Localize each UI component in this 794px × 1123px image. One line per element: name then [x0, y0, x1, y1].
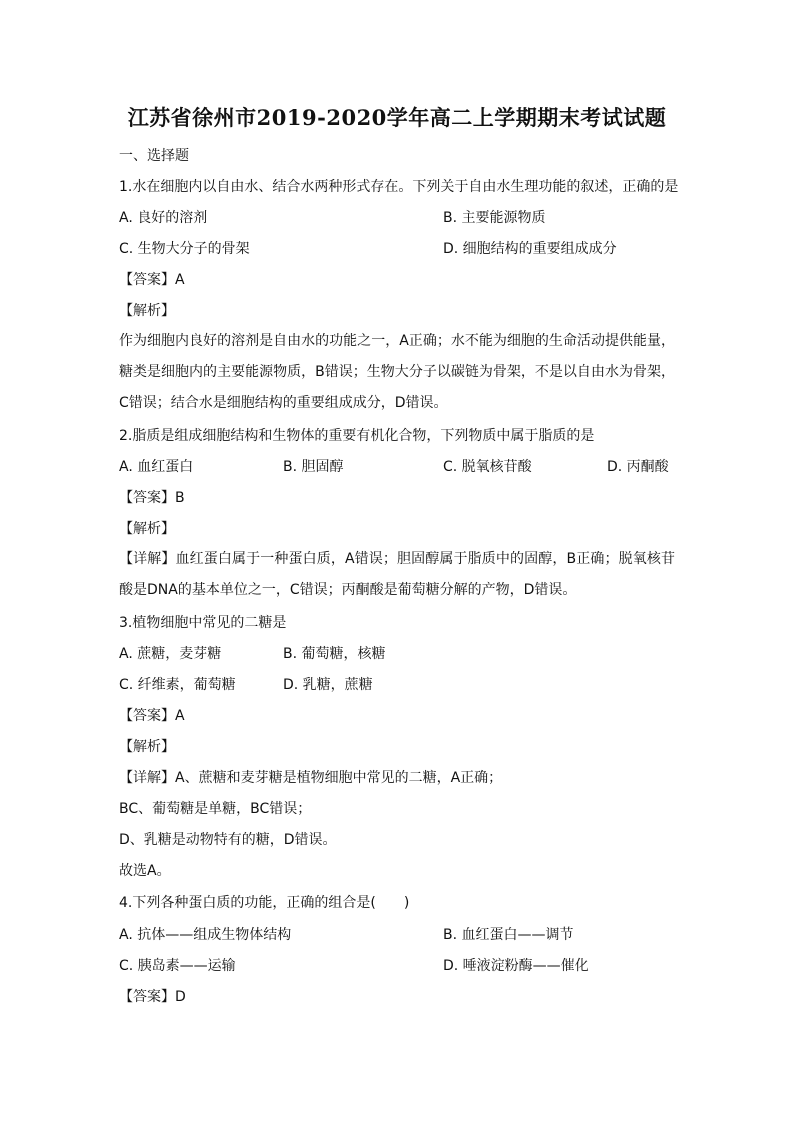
question-1-option-a: A. 良好的溶剂	[119, 210, 208, 226]
question-1-answer: 【答案】A	[119, 272, 185, 288]
question-4-option-a: A. 抗体——组成生物体结构	[119, 927, 292, 943]
question-4-option-b: B. 血红蛋白——调节	[443, 927, 574, 943]
question-2-analysis: 【详解】血红蛋白属于一种蛋白质，A错误；胆固醇属于脂质中的固醇，B正确；脱氧核苷酸是DNA的基本单位之一，C错误；丙酮酸是葡萄糖分解的产物，D错误。	[119, 551, 675, 598]
question-1-option-c: C. 生物大分子的骨架	[119, 241, 250, 257]
page-title: 江苏省徐州市2019-2020学年高二上学期期末考试试题	[127, 105, 667, 130]
question-3-option-c: C. 纤维素，葡萄糖	[119, 677, 236, 693]
question-2-option-b: B. 胆固醇	[283, 459, 344, 475]
question-1-analysis: 作为细胞内良好的溶剂是自由水的功能之一，A正确；水不能为细胞的生命活动提供能量，糖类是细胞内的主要能源物质，B错误；生物大分子以碳链为骨架，不是以自由水为骨架，C错误；结合水是细胞结构的重要组成成分，D错误。	[119, 333, 675, 411]
question-3-stem: 3.植物细胞中常见的二糖是	[119, 615, 287, 631]
question-1-option-d: D. 细胞结构的重要组成成分	[443, 241, 617, 257]
section-heading: 一、选择题	[119, 148, 189, 164]
question-4-answer: 【答案】D	[119, 989, 186, 1005]
question-3-option-b: B. 葡萄糖，核糖	[283, 646, 386, 662]
question-2-option-a: A. 血红蛋白	[119, 459, 194, 475]
question-1-option-b: B. 主要能源物质	[443, 210, 546, 226]
question-2-answer: 【答案】B	[119, 490, 185, 506]
question-3-analysis-line: D、乳糖是动物特有的糖，D错误。	[119, 832, 337, 848]
question-2-option-c: C. 脱氧核苷酸	[443, 459, 532, 475]
question-2-analysis-heading: 【解析】	[119, 521, 175, 537]
question-4-option-d: D. 唾液淀粉酶——催化	[443, 958, 589, 974]
question-3-analysis-line: BC、葡萄糖是单糖，BC错误；	[119, 801, 312, 817]
question-3-analysis-heading: 【解析】	[119, 739, 175, 755]
question-3-option-a: A. 蔗糖，麦芽糖	[119, 646, 222, 662]
question-2-option-d: D. 丙酮酸	[607, 459, 669, 475]
question-3-answer: 【答案】A	[119, 708, 185, 724]
question-3-analysis-line: 故选A。	[119, 863, 171, 879]
question-4-stem: 4.下列各种蛋白质的功能，正确的组合是( )	[119, 895, 410, 911]
question-3-analysis-line: 【详解】A、蔗糖和麦芽糖是植物细胞中常见的二糖，A正确；	[119, 770, 503, 786]
question-1-analysis-heading: 【解析】	[119, 303, 175, 319]
question-2-stem: 2.脂质是组成细胞结构和生物体的重要有机化合物，下列物质中属于脂质的是	[119, 428, 595, 444]
question-1-stem: 1.水在细胞内以自由水、结合水两种形式存在。下列关于自由水生理功能的叙述，正确的是	[119, 179, 679, 195]
question-3-option-d: D. 乳糖，蔗糖	[283, 677, 373, 693]
question-4-option-c: C. 胰岛素——运输	[119, 958, 236, 974]
